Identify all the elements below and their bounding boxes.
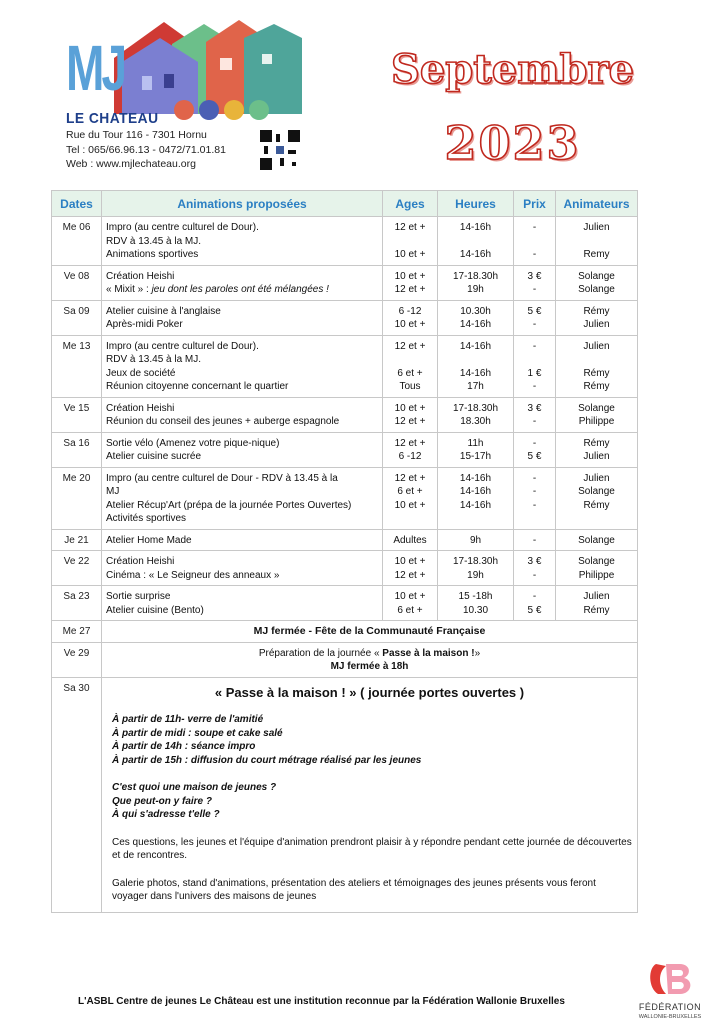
- table-row: [52, 586, 638, 621]
- question-line: Que peut-on y faire ?: [112, 795, 213, 807]
- row-activities-line: Atelier cuisine (Bento): [106, 604, 204, 616]
- schedule-table: [51, 190, 638, 913]
- row-price-line: -: [532, 416, 537, 427]
- row-hours-line: 19h: [467, 284, 484, 295]
- row-hosts: [556, 529, 638, 551]
- row-activities: [102, 335, 383, 397]
- row-hosts-line: Rémy: [583, 367, 610, 379]
- row-activities-line: Réunion du conseil des jeunes + auberge espagnole: [106, 416, 340, 427]
- col-header-ages: Ages: [383, 191, 438, 217]
- fwb-label: FÉDÉRATION: [638, 1002, 702, 1012]
- row-ages-line: Adultes: [393, 534, 427, 546]
- row-price-line: [518, 235, 551, 249]
- row-hosts: [556, 335, 638, 397]
- row-ages: [383, 586, 438, 621]
- prep-notice: [102, 642, 638, 677]
- row-hours: [438, 265, 514, 300]
- row-activities-line: Création Heishi: [106, 402, 175, 414]
- row-hours: [438, 217, 514, 266]
- row-ages-line: 12 et +: [394, 340, 426, 352]
- row-hours: [438, 529, 514, 551]
- row-hosts-line: Rémy: [583, 499, 610, 511]
- row-hosts-line: Solange: [578, 402, 615, 414]
- row-activities-line: Atelier Home Made: [106, 534, 192, 546]
- schedule-line: À partir de midi : soupe et cake salé: [112, 727, 283, 739]
- row-activities: [102, 397, 383, 432]
- row-hours-line: 14-16h: [459, 499, 492, 511]
- row-ages-line: 6 et +: [397, 367, 423, 379]
- logo-subtitle: LE CHATEAU: [66, 110, 159, 127]
- row-activities-line: Jeux de société: [106, 367, 176, 379]
- row-hosts-line: Julien: [583, 451, 610, 462]
- theatre-icon: [174, 100, 194, 120]
- row-price-line: -: [532, 249, 537, 260]
- prep-text: [259, 648, 480, 659]
- address: Rue du Tour 116 - 7301 Hornu: [66, 129, 207, 141]
- row-hours-line: [442, 512, 509, 526]
- row-hosts-line: Julien: [583, 222, 610, 233]
- row-hours-line: 17h: [467, 381, 484, 392]
- row-hosts-line: Julien: [583, 319, 610, 330]
- prep-closing-time: MJ fermée à 18h: [330, 661, 409, 672]
- row-ages: [383, 335, 438, 397]
- fwb-sublabel: WALLONIE-BRUXELLES: [638, 1014, 702, 1020]
- row-ages-line: 10 et +: [394, 591, 426, 602]
- row-ages-line: [387, 512, 433, 526]
- row-hours-line: 14-16h: [459, 340, 492, 352]
- row-activities-line: « Mixit » : jeu dont les paroles ont été mélangées !: [106, 284, 329, 295]
- row-price-line: 3 €: [527, 556, 542, 567]
- row-activities: [102, 265, 383, 300]
- row-hosts: [556, 217, 638, 266]
- row-date: Sa 09: [52, 300, 102, 335]
- sport-icon: [199, 100, 219, 120]
- row-ages-line: 12 et +: [394, 222, 426, 233]
- row-ages-line: 12 et +: [394, 569, 426, 581]
- row-activities: [102, 300, 383, 335]
- row-date: Sa 16: [52, 432, 102, 467]
- row-activities-line: Création Heishi: [106, 270, 175, 282]
- row-ages-line: 12 et +: [394, 416, 426, 427]
- row-ages-line: 10 et +: [394, 270, 426, 282]
- row-ages-line: 6 -12: [398, 451, 422, 462]
- row-hours: [438, 432, 514, 467]
- row-activities: [102, 467, 383, 529]
- row-hours: [438, 586, 514, 621]
- row-date: Me 20: [52, 467, 102, 529]
- row-hours-line: 14-16h: [459, 367, 492, 379]
- qr-code-icon: [260, 130, 300, 170]
- row-hours-line: 14-16h: [459, 472, 492, 484]
- row-date: Me 13: [52, 335, 102, 397]
- row-hours-line: 11h: [467, 437, 484, 449]
- row-activities: [102, 551, 383, 586]
- row-hours: [438, 397, 514, 432]
- row-ages-line: 10 et +: [394, 499, 426, 511]
- row-activities-line: Sortie surprise: [106, 591, 171, 602]
- open-day-schedule: [112, 713, 633, 767]
- row-price-line: 3 €: [527, 270, 542, 282]
- website-link[interactable]: Web : www.mjlechateau.org: [66, 158, 196, 170]
- row-activities-line: Impro (au centre culturel de Dour).: [106, 340, 259, 352]
- row-activities-line: Atelier Récup'Art (prépa de la journée Portes Ouvertes): [106, 499, 352, 511]
- phone: Tel : 065/66.96.13 - 0472/71.01.81: [66, 143, 226, 156]
- schedule-line: À partir de 11h- verre de l'amitié: [112, 714, 264, 725]
- row-price-line: -: [532, 591, 537, 602]
- question-line: C'est quoi une maison de jeunes ?: [112, 782, 277, 793]
- row-hosts: [556, 432, 638, 467]
- row-activities-line: Activités sportives: [106, 513, 187, 524]
- row-hosts-line: Julien: [583, 472, 610, 484]
- row-hosts: [556, 467, 638, 529]
- activity-icons: [174, 100, 269, 120]
- table-row: [52, 397, 638, 432]
- row-price: [514, 432, 556, 467]
- row-ages-line: 12 et +: [394, 284, 426, 295]
- row-hosts: [556, 265, 638, 300]
- row-hours-line: 14-16h: [459, 222, 492, 233]
- row-hosts-line: [560, 353, 633, 367]
- prep-text-bold: Passe à la maison !: [382, 647, 475, 659]
- row-hours-line: [442, 353, 509, 367]
- row-price-line: -: [532, 222, 537, 233]
- group-icon: [224, 100, 244, 120]
- row-hours-line: 10.30h: [460, 305, 491, 317]
- row-price-line: 5 €: [527, 305, 542, 317]
- fwb-logo: [636, 958, 704, 1024]
- row-hosts-line: Remy: [583, 249, 610, 260]
- row-ages: [383, 217, 438, 266]
- row-ages-line: 12 et +: [394, 437, 426, 449]
- row-activities-line: Création Heishi: [106, 556, 175, 567]
- logo-mj-letters: MJ: [66, 32, 125, 104]
- row-price: [514, 551, 556, 586]
- table-row: [52, 551, 638, 586]
- row-activities: [102, 586, 383, 621]
- row-price-line: [518, 353, 551, 367]
- row-hours-line: 18.30h: [460, 416, 491, 427]
- row-activities-line: Atelier cuisine sucrée: [106, 451, 202, 462]
- row-hours-line: [442, 235, 509, 249]
- row-price: [514, 529, 556, 551]
- table-row: [52, 300, 638, 335]
- row-hosts-line: Rémy: [583, 437, 610, 449]
- footer-text: L'ASBL Centre de jeunes Le Château est une institution reconnue par la Fédération Wallonie Bruxelles: [78, 996, 565, 1007]
- row-price-line: 5 €: [527, 604, 542, 616]
- row-activities-line: RDV à 13.45 à la MJ.: [106, 354, 202, 365]
- row-hosts-line: Solange: [578, 284, 615, 295]
- table-row: [52, 467, 638, 529]
- closed-notice: MJ fermée - Fête de la Communauté Française: [102, 621, 638, 643]
- row-ages-line: Tous: [399, 381, 421, 392]
- row-hosts-line: Solange: [578, 534, 615, 546]
- table-row: [52, 432, 638, 467]
- row-hosts-line: Solange: [578, 486, 615, 497]
- row-hours-line: 14-16h: [459, 486, 492, 497]
- row-ages-line: 10 et +: [394, 556, 426, 567]
- contact-info: [66, 128, 226, 172]
- row-activities-line: Cinéma : « Le Seigneur des anneaux »: [106, 569, 280, 581]
- row-price-line: -: [532, 437, 537, 449]
- row-hours-line: 15 -18h: [458, 591, 493, 602]
- row-ages-line: 12 et +: [394, 472, 426, 484]
- row-hosts: [556, 551, 638, 586]
- row-hours-line: 17-18.30h: [452, 270, 499, 282]
- row-hosts: [556, 300, 638, 335]
- row-price: [514, 217, 556, 266]
- row-date: Ve 29: [52, 642, 102, 677]
- row-date: Je 21: [52, 529, 102, 551]
- table-row-prep: [52, 642, 638, 677]
- row-hours-line: 17-18.30h: [452, 402, 499, 414]
- row-hours-line: 19h: [467, 569, 484, 581]
- col-header-price: Prix: [514, 191, 556, 217]
- row-date: Ve 22: [52, 551, 102, 586]
- row-ages: [383, 467, 438, 529]
- row-price: [514, 265, 556, 300]
- row-date: Sa 30: [52, 677, 102, 912]
- row-price-line: -: [532, 340, 537, 352]
- row-activities-line: Animations sportives: [106, 249, 199, 260]
- row-activities-line: RDV à 13.45 à la MJ.: [106, 235, 202, 247]
- row-price-line: -: [532, 499, 537, 511]
- table-row: [52, 529, 638, 551]
- row-price: [514, 586, 556, 621]
- month-title: Septembre: [390, 46, 635, 93]
- row-date: Me 06: [52, 217, 102, 266]
- open-day-details: [102, 677, 638, 912]
- row-price-line: -: [532, 284, 537, 295]
- row-price: [514, 397, 556, 432]
- open-day-paragraph: Ces questions, les jeunes et l'équipe d'animation prendront plaisir à y répondre pendant cette journée de découvertes et de rencontres.: [112, 836, 632, 861]
- row-ages-line: [387, 235, 433, 249]
- row-ages: [383, 300, 438, 335]
- table-row: [52, 335, 638, 397]
- row-hours: [438, 551, 514, 586]
- row-ages-line: [387, 353, 433, 367]
- row-hosts-line: [560, 512, 633, 526]
- row-hours-line: 14-16h: [459, 319, 492, 330]
- row-hours: [438, 335, 514, 397]
- open-day-title: « Passe à la maison ! » ( journée portes ouvertes ): [214, 684, 525, 700]
- row-activities: [102, 217, 383, 266]
- row-date: Ve 15: [52, 397, 102, 432]
- fwb-emblem-icon: [636, 958, 704, 1002]
- row-price-line: 5 €: [527, 451, 542, 462]
- row-price-line: 1 €: [527, 367, 542, 379]
- open-day-paragraph: Galerie photos, stand d'animations, présentation des ateliers et témoignages des jeunes présents vous feront voyager dans l'univers des maisons de jeunes: [112, 877, 596, 902]
- table-row-closed: [52, 621, 638, 643]
- table-row-open-day: [52, 677, 638, 912]
- row-ages-line: 6 et +: [397, 486, 423, 497]
- row-date: Me 27: [52, 621, 102, 643]
- row-hours-line: 17-18.30h: [452, 556, 499, 567]
- row-price-line: -: [532, 569, 537, 581]
- col-header-dates: Dates: [52, 191, 102, 217]
- row-date: Sa 23: [52, 586, 102, 621]
- row-hours-line: 9h: [469, 534, 482, 546]
- prep-text-after: »: [474, 647, 481, 659]
- row-ages: [383, 529, 438, 551]
- row-date: Ve 08: [52, 265, 102, 300]
- col-header-hosts: Animateurs: [556, 191, 638, 217]
- table-row: [52, 265, 638, 300]
- row-ages-line: 10 et +: [394, 319, 426, 330]
- cooking-icon: [249, 100, 269, 120]
- row-activities: [102, 432, 383, 467]
- row-ages: [383, 265, 438, 300]
- col-header-activities: Animations proposées: [102, 191, 383, 217]
- row-price-line: -: [532, 472, 537, 484]
- row-price: [514, 467, 556, 529]
- row-hosts-line: Rémy: [583, 604, 610, 616]
- row-hosts-line: [560, 235, 633, 249]
- year-title: 2023: [444, 116, 581, 170]
- row-price-line: -: [532, 486, 537, 497]
- row-activities-line: Impro (au centre culturel de Dour).: [106, 222, 259, 233]
- row-hosts-line: Philippe: [578, 569, 615, 581]
- row-hosts-line: Julien: [583, 591, 610, 602]
- row-price: [514, 300, 556, 335]
- row-hosts-line: Solange: [578, 556, 615, 567]
- row-activities-line: Réunion citoyenne concernant le quartier: [106, 381, 289, 392]
- row-hosts-line: Philippe: [578, 416, 615, 427]
- row-hosts: [556, 397, 638, 432]
- row-hosts-line: Solange: [578, 270, 615, 282]
- schedule-line: À partir de 15h : diffusion du court métrage réalisé par les jeunes: [112, 754, 422, 766]
- row-hours-line: 14-16h: [459, 249, 492, 260]
- col-header-hours: Heures: [438, 191, 514, 217]
- table-header-row: [52, 191, 638, 217]
- mj-logo: [64, 14, 314, 186]
- row-ages: [383, 551, 438, 586]
- prep-text-before: Préparation de la journée «: [258, 647, 383, 659]
- row-ages-line: 6 et +: [397, 604, 423, 616]
- row-ages: [383, 397, 438, 432]
- row-activities-line: MJ: [106, 486, 120, 497]
- row-price-line: -: [532, 534, 537, 546]
- row-hours: [438, 300, 514, 335]
- row-hosts-line: Rémy: [583, 381, 610, 392]
- row-activities-line: Sortie vélo (Amenez votre pique-nique): [106, 437, 280, 449]
- row-price: [514, 335, 556, 397]
- table-row: [52, 217, 638, 266]
- row-hosts-line: Rémy: [583, 305, 610, 317]
- row-ages-line: 10 et +: [394, 249, 426, 260]
- row-activities: [102, 529, 383, 551]
- row-hosts: [556, 586, 638, 621]
- row-ages: [383, 432, 438, 467]
- row-hosts-line: Julien: [583, 340, 610, 352]
- question-line: À qui s'adresse t'elle ?: [112, 809, 220, 820]
- row-price-line: 3 €: [527, 402, 542, 414]
- row-hours-line: 10.30: [462, 604, 489, 616]
- row-price-line: [518, 512, 551, 526]
- row-ages-line: 10 et +: [394, 402, 426, 414]
- row-price-line: -: [532, 319, 537, 330]
- row-ages-line: 6 -12: [398, 305, 422, 317]
- row-activities-line: Impro (au centre culturel de Dour - RDV à 13.45 à la: [106, 472, 338, 484]
- row-activities-line: Atelier cuisine à l'anglaise: [106, 305, 221, 317]
- row-hours-line: 15-17h: [459, 451, 492, 462]
- row-price-line: -: [532, 381, 537, 392]
- row-activities-line: Après-midi Poker: [106, 319, 183, 330]
- open-day-questions: [112, 781, 633, 822]
- schedule-line: À partir de 14h : séance impro: [112, 741, 256, 752]
- row-hours: [438, 467, 514, 529]
